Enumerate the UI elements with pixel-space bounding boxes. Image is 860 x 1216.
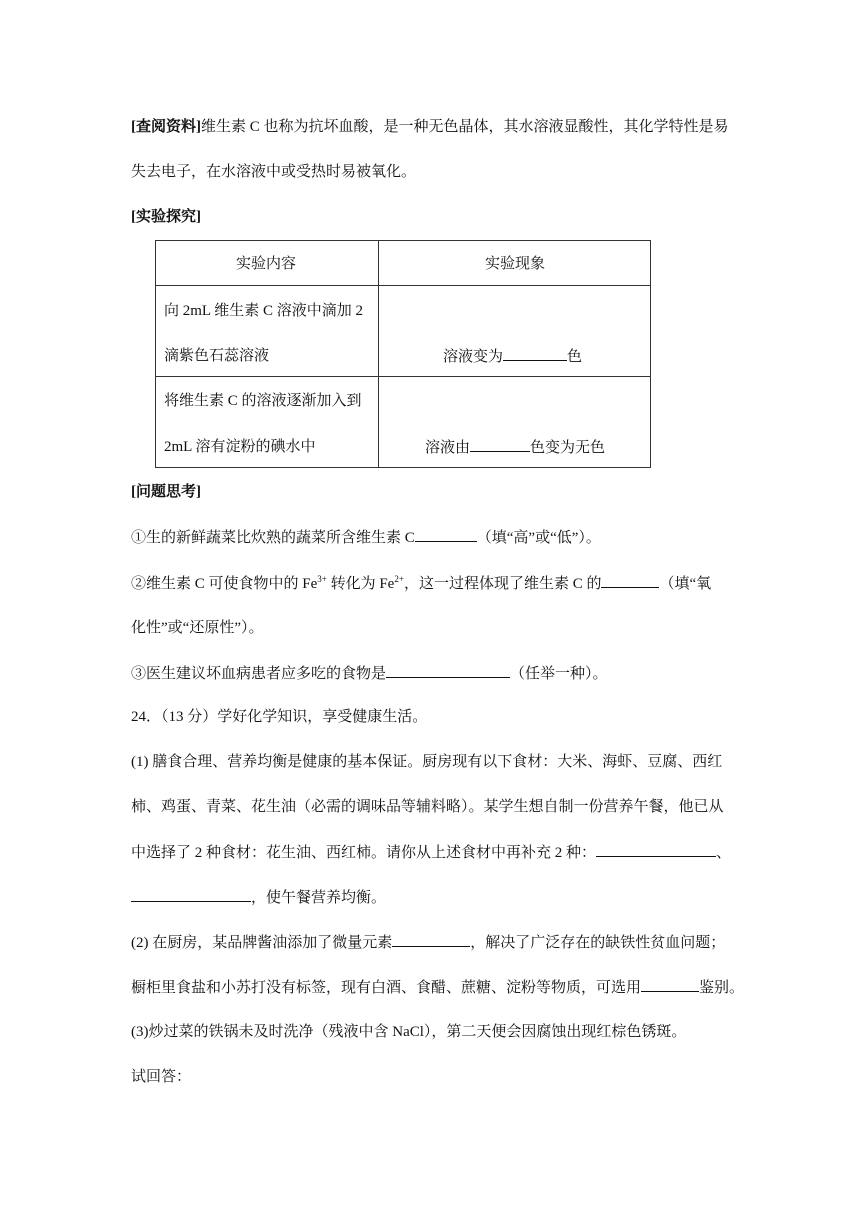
q24-p2-line2 <box>131 977 744 998</box>
header-phenomenon: 实验现象 <box>485 256 546 272</box>
experiment-table <box>155 240 651 468</box>
answer-blank[interactable] <box>641 977 699 992</box>
answer-blank[interactable] <box>415 527 477 542</box>
row1-content-line1: 向 2mL 维生素 C 溶液中滴加 2 <box>164 303 364 319</box>
q3-hint: （任举一种）。 <box>510 666 608 682</box>
q24-p1-separator: 、 <box>716 845 732 861</box>
header-phenomenon-cell <box>379 241 651 286</box>
row2-phenomenon-cell <box>379 377 651 468</box>
row2-phenomenon-pre: 溶液由 <box>425 440 471 456</box>
q24-p2-line2-pre: 橱柜里食盐和小苏打没有标签，现有白酒、食醋、蔗糖、淀粉等物质，可选用 <box>131 980 642 996</box>
row2-phenomenon <box>425 437 605 458</box>
lookup-paragraph-line1 <box>131 117 729 137</box>
row1-phenomenon-cell <box>379 286 651 377</box>
q24-p1-line3-text: 中选择了 2 种食材：花生油、西红柿。请你从上述食材中再补充 2 种： <box>131 845 597 861</box>
q24-p4: 试回答： <box>131 1069 192 1085</box>
q1-hint: （填“高”或“低”）。 <box>476 530 601 546</box>
q24-p1-line4-text: ，使午餐营养均衡。 <box>251 890 387 906</box>
q2-text-c: ，这一过程体现了维生素 C 的 <box>403 576 602 592</box>
fe3-charge: 3+ <box>317 574 327 584</box>
question-3 <box>131 663 608 684</box>
answer-blank[interactable] <box>131 887 251 902</box>
answer-blank[interactable] <box>601 573 659 588</box>
lookup-text-1: 维生素 C 也称为抗坏血酸，是一种无色晶体，其水溶液显酸性，其化学特性是易 <box>201 119 729 135</box>
answer-blank[interactable] <box>392 932 470 947</box>
lookup-label: [查阅资料] <box>131 119 201 135</box>
row1-phenomenon <box>443 346 582 367</box>
q24-p2-line1-pre: (2) 在厨房，某品牌酱油添加了微量元素 <box>131 935 393 951</box>
question-1 <box>131 527 601 548</box>
q24-p1-line4 <box>131 887 386 908</box>
q2-text-b: 转化为 Fe <box>326 576 395 592</box>
table-header-row <box>156 241 651 286</box>
row1-phenomenon-post: 色 <box>567 349 583 365</box>
row1-content-cell <box>156 286 379 377</box>
row1-phenomenon-pre: 溶液变为 <box>443 349 504 365</box>
q24-p2-line1 <box>131 932 725 953</box>
question-2-line2: 化性”或“还原性”）。 <box>131 620 264 636</box>
lookup-text-2: 失去电子，在水溶液中或受热时易被氧化。 <box>131 164 417 180</box>
thinking-label: [问题思考] <box>131 484 201 500</box>
row2-content-cell <box>156 377 379 468</box>
q2-text-a: ②维生素 C 可使食物中的 Fe <box>131 576 318 592</box>
row1-content-line2: 滴紫色石蕊溶液 <box>164 348 270 364</box>
table-row <box>156 286 651 377</box>
q3-text: ③医生建议坏血病患者应多吃的食物是 <box>131 666 387 682</box>
table-row <box>156 377 651 468</box>
row2-content-line2: 2mL 溶有淀粉的碘水中 <box>164 439 316 455</box>
answer-blank[interactable] <box>596 842 716 857</box>
q24-p2-line2-post: 鉴别。 <box>699 980 745 996</box>
row2-phenomenon-post: 色变为无色 <box>530 440 606 456</box>
q24-p1-line2: 柿、鸡蛋、青菜、花生油（必需的调味品等辅料略）。某学生想自制一份营养午餐，他已从 <box>131 799 724 815</box>
answer-blank[interactable] <box>503 346 567 361</box>
answer-blank[interactable] <box>386 663 510 678</box>
q24-p3: (3)炒过菜的铁锅未及时洗净（残液中含 NaCl），第二天便会因腐蚀出现红棕色锈斑。 <box>131 1024 687 1040</box>
experiment-label: [实验探究] <box>131 209 201 225</box>
header-content: 实验内容 <box>236 256 297 272</box>
q24-p1-line1: (1) 膳食合理、营养均衡是健康的基本保证。厨房现有以下食材：大米、海虾、豆腐、西红 <box>131 754 723 770</box>
header-content-cell <box>156 241 379 286</box>
q2-text-d: （填“氧 <box>659 576 712 592</box>
q1-text: ①生的新鲜蔬菜比炊熟的蔬菜所含维生素 C <box>131 530 415 546</box>
row2-content-line1: 将维生素 C 的溶液逐渐加入到 <box>164 393 362 409</box>
q24-p2-line1-post: ，解决了广泛存在的缺铁性贫血问题； <box>470 935 726 951</box>
q24-p1-line3 <box>131 842 731 863</box>
answer-blank[interactable] <box>470 437 530 452</box>
fe2-charge: 2+ <box>394 574 404 584</box>
q24-title: 24．（13 分）学好化学知识，享受健康生活。 <box>131 709 428 725</box>
question-2 <box>131 573 711 594</box>
